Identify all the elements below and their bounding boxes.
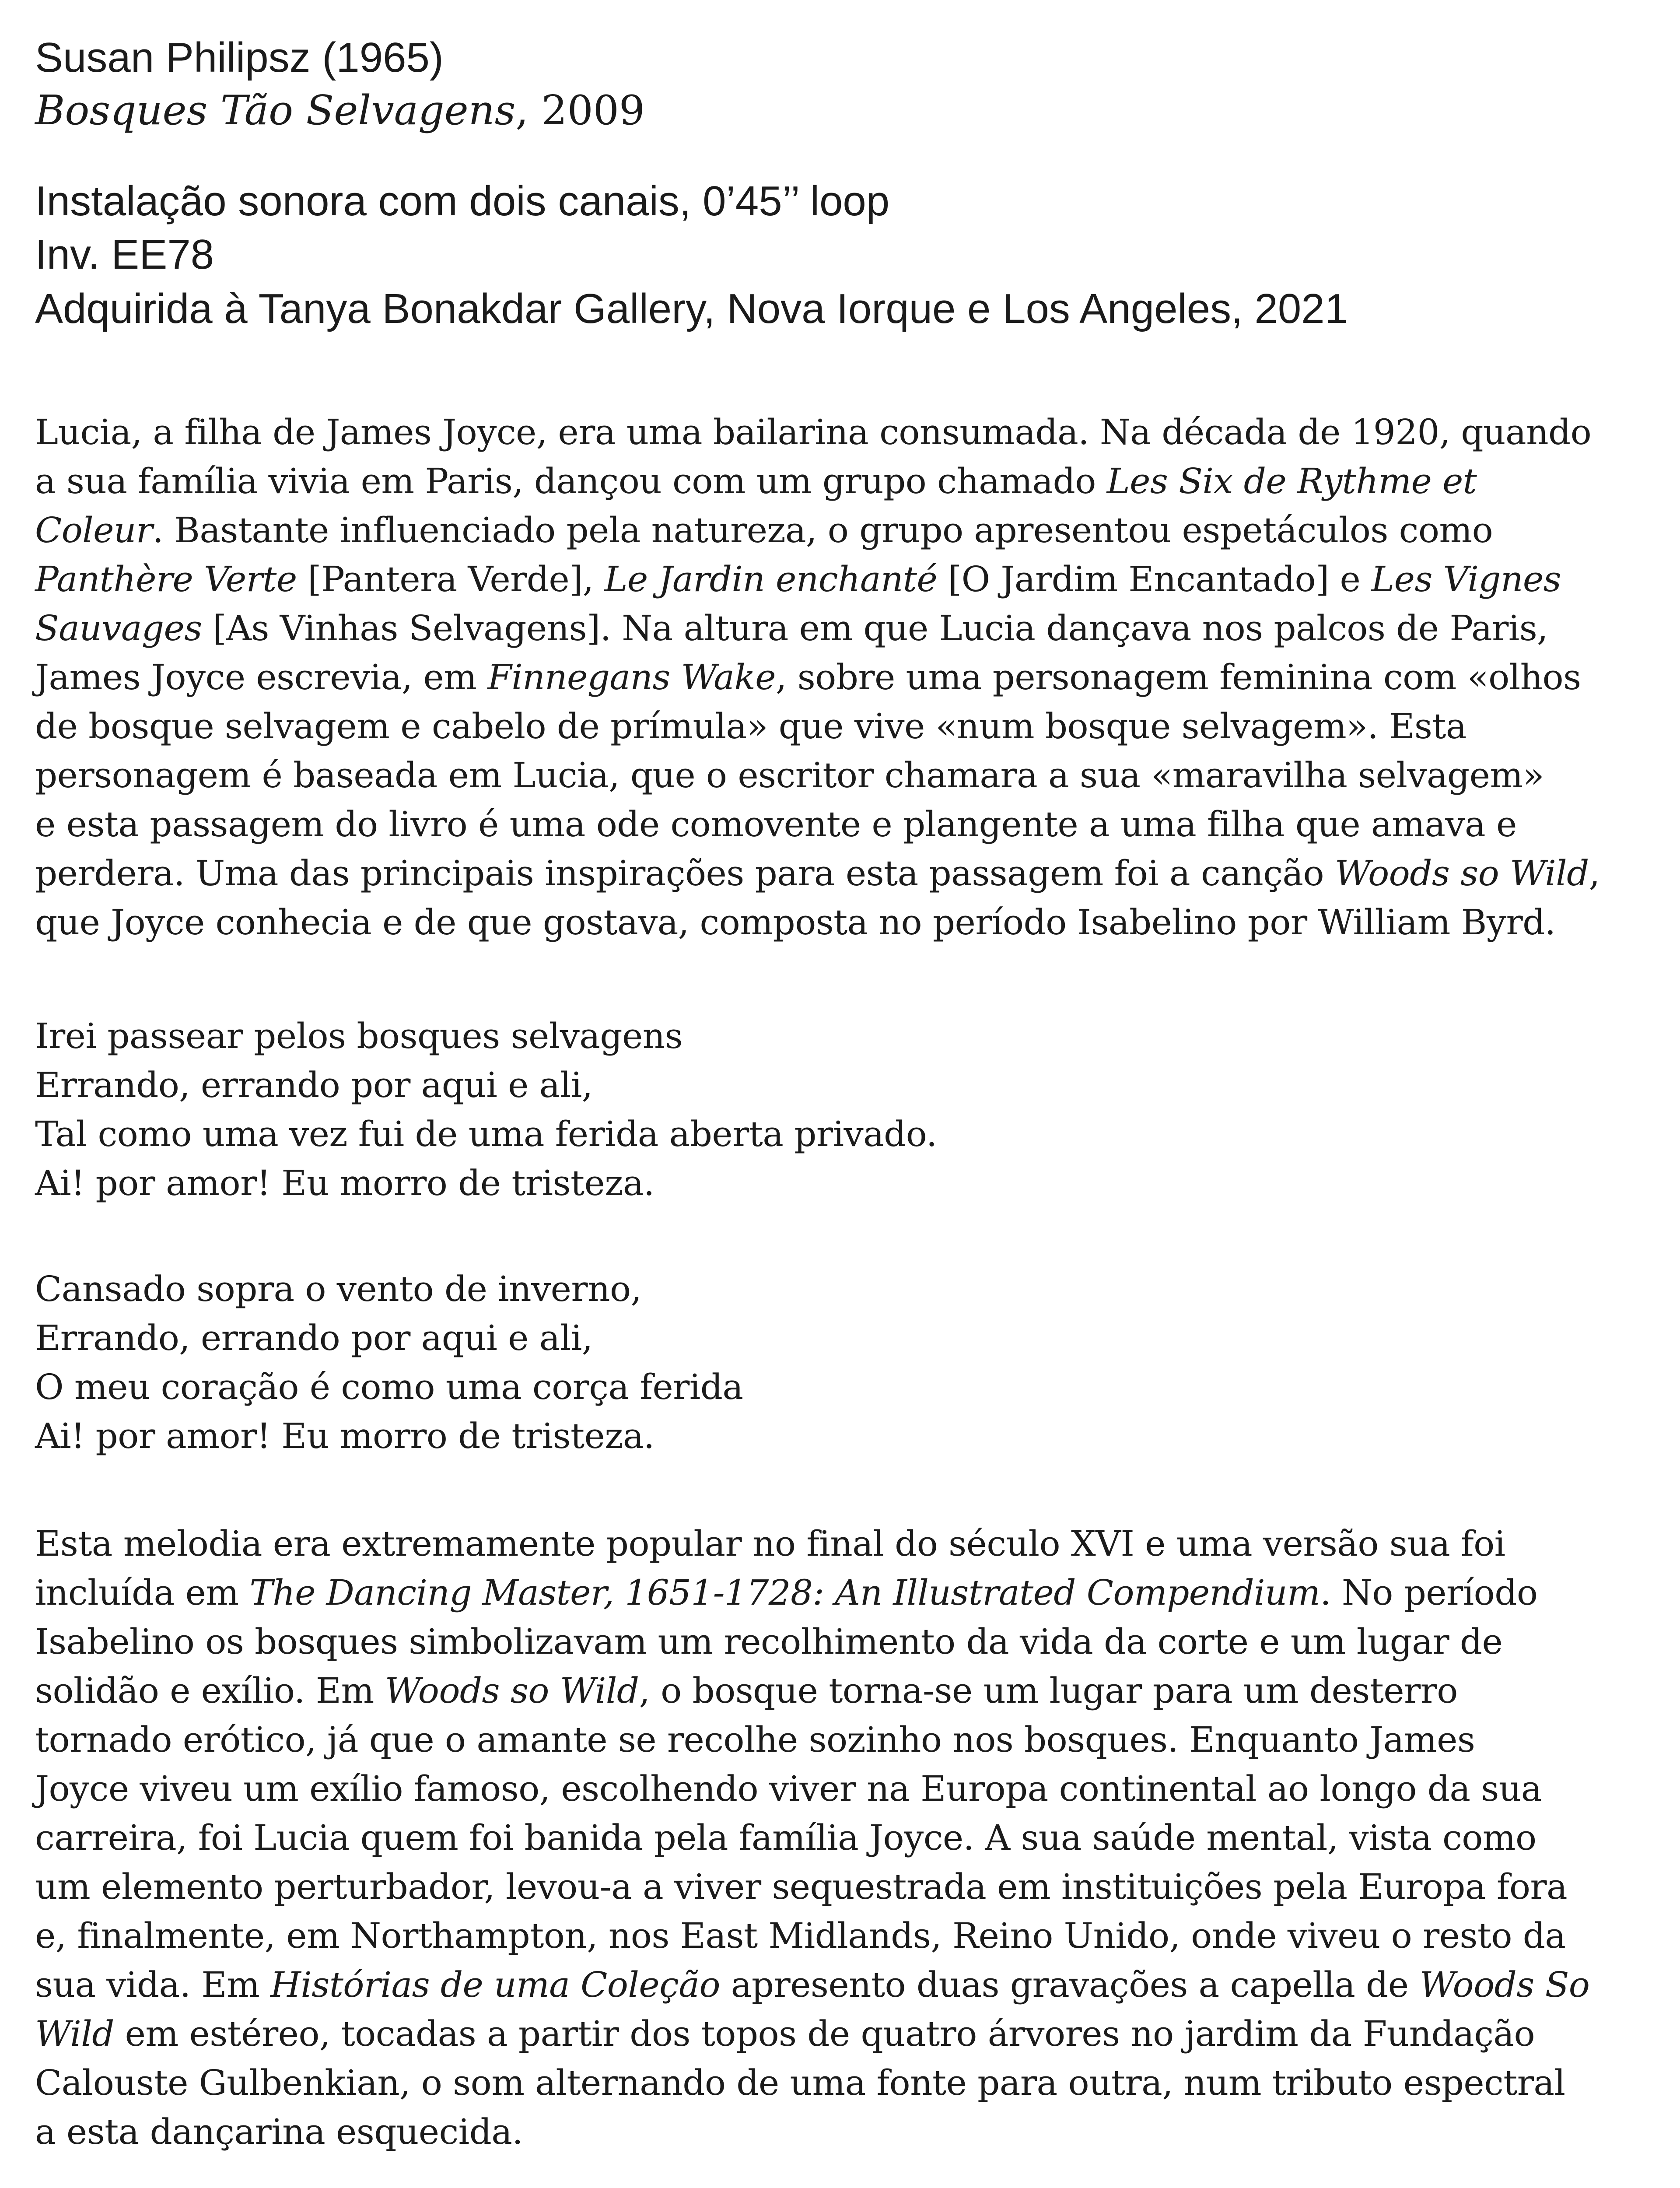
artwork-title [35,87,645,134]
artist-name: Susan Philipsz (1965) [35,34,444,81]
paragraph-2-line: sua vida. Em Histórias de uma Coleção apresento duas gravações a capella de Woods So [35,1964,1590,2005]
paragraph-1-line: de bosque selvagem e cabelo de prímula» que vive «num bosque selvagem». Esta [35,706,1466,747]
acquisition-info: Adquirida à Tanya Bonakdar Gallery, Nova Iorque e Los Angeles, 2021 [35,285,1348,332]
paragraph-1-line: a sua família vivia em Paris, dançou com um grupo chamado Les Six de Rythme et [35,461,1477,501]
paragraph-2-line: solidão e exílio. Em Woods so Wild, o bosque torna-se um lugar para um desterro [35,1670,1458,1711]
paragraph-1-line: Panthère Verte [Pantera Verde], Le Jardin enchanté [O Jardim Encantado] e Les Vignes [35,559,1561,600]
paragraph-1-line: James Joyce escrevia, em Finnegans Wake, sobre uma personagem feminina com «olhos [35,657,1581,698]
paragraph-2-line: um elemento perturbador, levou-a a viver sequestrada em instituições pela Europa fora [35,1866,1568,1907]
paragraph-1-line: perdera. Uma das principais inspirações para esta passagem foi a canção Woods so Wild, [35,853,1600,894]
paragraph-2-line: Joyce viveu um exílio famoso, escolhendo viver na Europa continental ao longo da sua [35,1768,1542,1809]
paragraph-1-line: e esta passagem do livro é uma ode comovente e plangente a uma filha que amava e [35,804,1517,845]
paragraph-2-line: incluída em The Dancing Master, 1651-1728: An Illustrated Compendium. No período [35,1572,1538,1613]
paragraph-1-line: Coleur. Bastante influenciado pela natureza, o grupo apresentou espetáculos como [35,510,1493,551]
paragraph-2-line: a esta dançarina esquecida. [35,2111,523,2152]
paragraph-1-line: Lucia, a filha de James Joyce, era uma bailarina consumada. Na década de 1920, quando [35,412,1592,452]
inventory-number: Inv. EE78 [35,231,214,278]
verse-2-line: Cansado sopra o vento de inverno, [35,1269,642,1309]
verse-2-line: Errando, errando por aqui e ali, [35,1318,593,1358]
artwork-medium: Instalação sonora com dois canais, 0’45’’ loop [35,178,890,224]
verse-1-line: Errando, errando por aqui e ali, [35,1065,593,1105]
paragraph-2-line: e, finalmente, em Northampton, nos East Midlands, Reino Unido, onde viveu o resto da [35,1915,1566,1956]
paragraph-2-line: Esta melodia era extremamente popular no final do século XVI e uma versão sua foi [35,1523,1505,1564]
artwork-year: , 2009 [515,87,645,134]
verse-2-line: Ai! por amor! Eu morro de tristeza. [35,1416,654,1456]
paragraph-1-line: personagem é baseada em Lucia, que o escritor chamara a sua «maravilha selvagem» [35,755,1544,796]
paragraph-2-line: Isabelino os bosques simbolizavam um recolhimento da vida da corte e um lugar de [35,1621,1503,1662]
verse-1-line: Tal como uma vez fui de uma ferida aberta privado. [35,1114,937,1154]
paragraph-2-line: carreira, foi Lucia quem foi banida pela família Joyce. A sua saúde mental, vista como [35,1817,1536,1858]
verse-1-line: Irei passear pelos bosques selvagens [35,1016,683,1056]
paragraph-2-line: Wild em estéreo, tocadas a partir dos topos de quatro árvores no jardim da Fundação [35,2013,1535,2054]
paragraph-2-line: Calouste Gulbenkian, o som alternando de uma fonte para outra, num tributo espectral [35,2062,1565,2103]
verse-1-line: Ai! por amor! Eu morro de tristeza. [35,1163,654,1203]
paragraph-2-line: tornado erótico, já que o amante se recolhe sozinho nos bosques. Enquanto James [35,1719,1475,1760]
paragraph-1-line: Sauvages [As Vinhas Selvagens]. Na altura em que Lucia dançava nos palcos de Paris, [35,608,1548,649]
verse-2-line: O meu coração é como uma corça ferida [35,1367,743,1407]
paragraph-1-line: que Joyce conhecia e de que gostava, composta no período Isabelino por William Byrd. [35,902,1556,943]
artwork-title-italic: Bosques Tão Selvagens [35,87,516,134]
